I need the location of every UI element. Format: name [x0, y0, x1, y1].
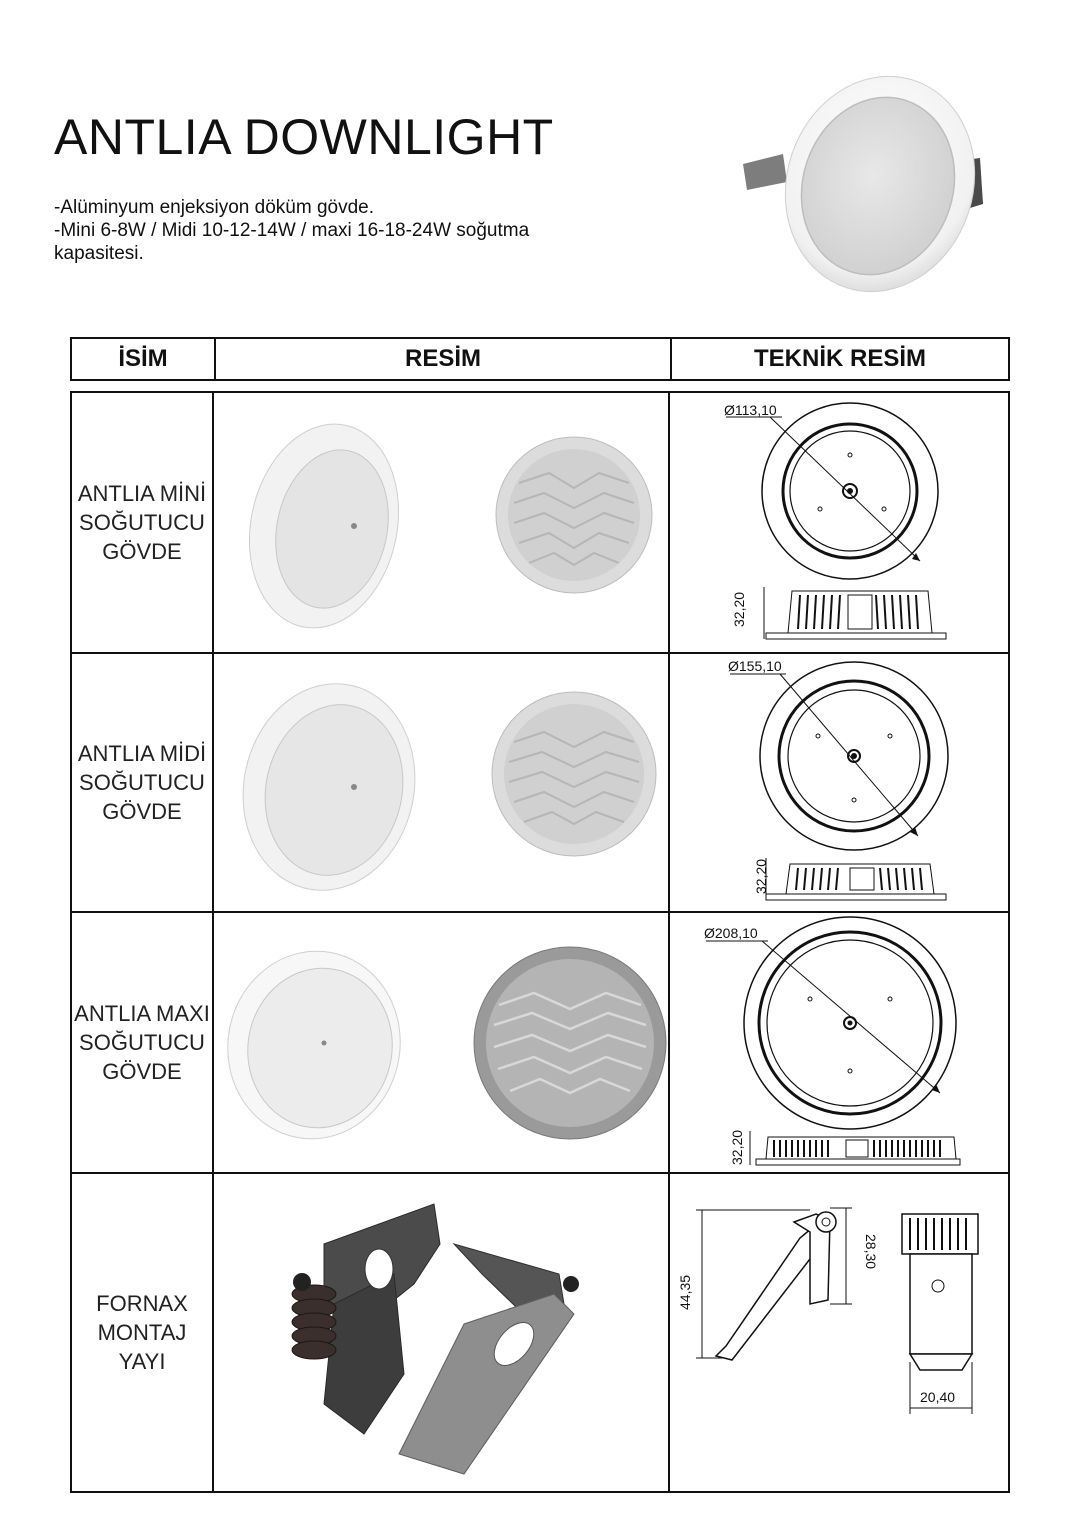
- product-name-line: GÖVDE: [102, 539, 182, 564]
- product-name-cell: [72, 1174, 214, 1491]
- product-image-cell: [214, 1174, 670, 1491]
- midi-heatsink-image: [214, 654, 670, 913]
- product-name-line: FORNAX: [96, 1291, 188, 1316]
- height-label: 32,20: [731, 591, 747, 627]
- technical-drawing-cell: [670, 913, 1008, 1172]
- mini-technical-drawing: [670, 393, 1008, 652]
- downlight-product-image: [735, 62, 1005, 312]
- product-name-cell: [72, 393, 214, 652]
- spring-height-label: 44,35: [677, 1274, 693, 1310]
- table-row: [72, 1172, 1008, 1491]
- technical-drawing-cell: [670, 1174, 1008, 1491]
- product-name-line: ANTLIA MAXI: [74, 1001, 210, 1026]
- product-table: [70, 391, 1010, 1493]
- diameter-label: Ø208,10: [704, 925, 758, 941]
- product-name-line: MONTAJ: [97, 1320, 187, 1345]
- technical-drawing-cell: [670, 654, 1008, 911]
- spring-technical-drawing: [670, 1174, 1008, 1493]
- table-header: [70, 337, 1010, 381]
- product-name-line: GÖVDE: [102, 1059, 182, 1084]
- product-name-line: ANTLIA MİNİ: [77, 481, 207, 506]
- product-name-cell: [72, 654, 214, 911]
- description-line: -Alüminyum enjeksiyon döküm gövde.: [54, 197, 374, 218]
- product-name-line: SOĞUTUCU: [79, 1030, 205, 1055]
- product-image-cell: [214, 913, 670, 1172]
- column-header-image: RESİM: [214, 339, 670, 379]
- product-name-line: SOĞUTUCU: [79, 510, 205, 535]
- product-description: [54, 196, 614, 265]
- midi-technical-drawing: [670, 654, 1008, 913]
- page-title: ANTLIA DOWNLIGHT: [54, 109, 554, 165]
- description-line: kapasitesi.: [54, 243, 144, 264]
- diameter-label: Ø113,10: [724, 402, 777, 418]
- height-label: 32,20: [753, 858, 769, 894]
- column-header-technical: TEKNİK RESİM: [670, 339, 1008, 379]
- product-image-cell: [214, 393, 670, 652]
- table-row: [72, 393, 1008, 652]
- table-row: [72, 652, 1008, 911]
- technical-drawing-cell: [670, 393, 1008, 652]
- mini-heatsink-image: [214, 393, 670, 652]
- maxi-heatsink-image: [214, 913, 670, 1174]
- diameter-label: Ø155,10: [728, 658, 782, 674]
- spring-width-label: 20,40: [920, 1389, 956, 1405]
- maxi-technical-drawing: [670, 913, 1008, 1174]
- mounting-spring-image: [214, 1174, 670, 1493]
- column-header-name: İSİM: [118, 345, 168, 372]
- product-name-cell: [72, 913, 214, 1172]
- product-name-line: ANTLIA MİDİ: [77, 741, 207, 766]
- product-image-cell: [214, 654, 670, 911]
- spring-coil-label: 28,30: [863, 1234, 879, 1270]
- height-label: 32,20: [729, 1129, 745, 1165]
- product-name-line: GÖVDE: [102, 799, 182, 824]
- product-name-line: SOĞUTUCU: [79, 770, 205, 795]
- product-name-line: YAYI: [118, 1349, 166, 1374]
- description-line: -Mini 6-8W / Midi 10-12-14W / maxi 16-18-24W soğutma: [54, 220, 530, 241]
- table-row: [72, 911, 1008, 1172]
